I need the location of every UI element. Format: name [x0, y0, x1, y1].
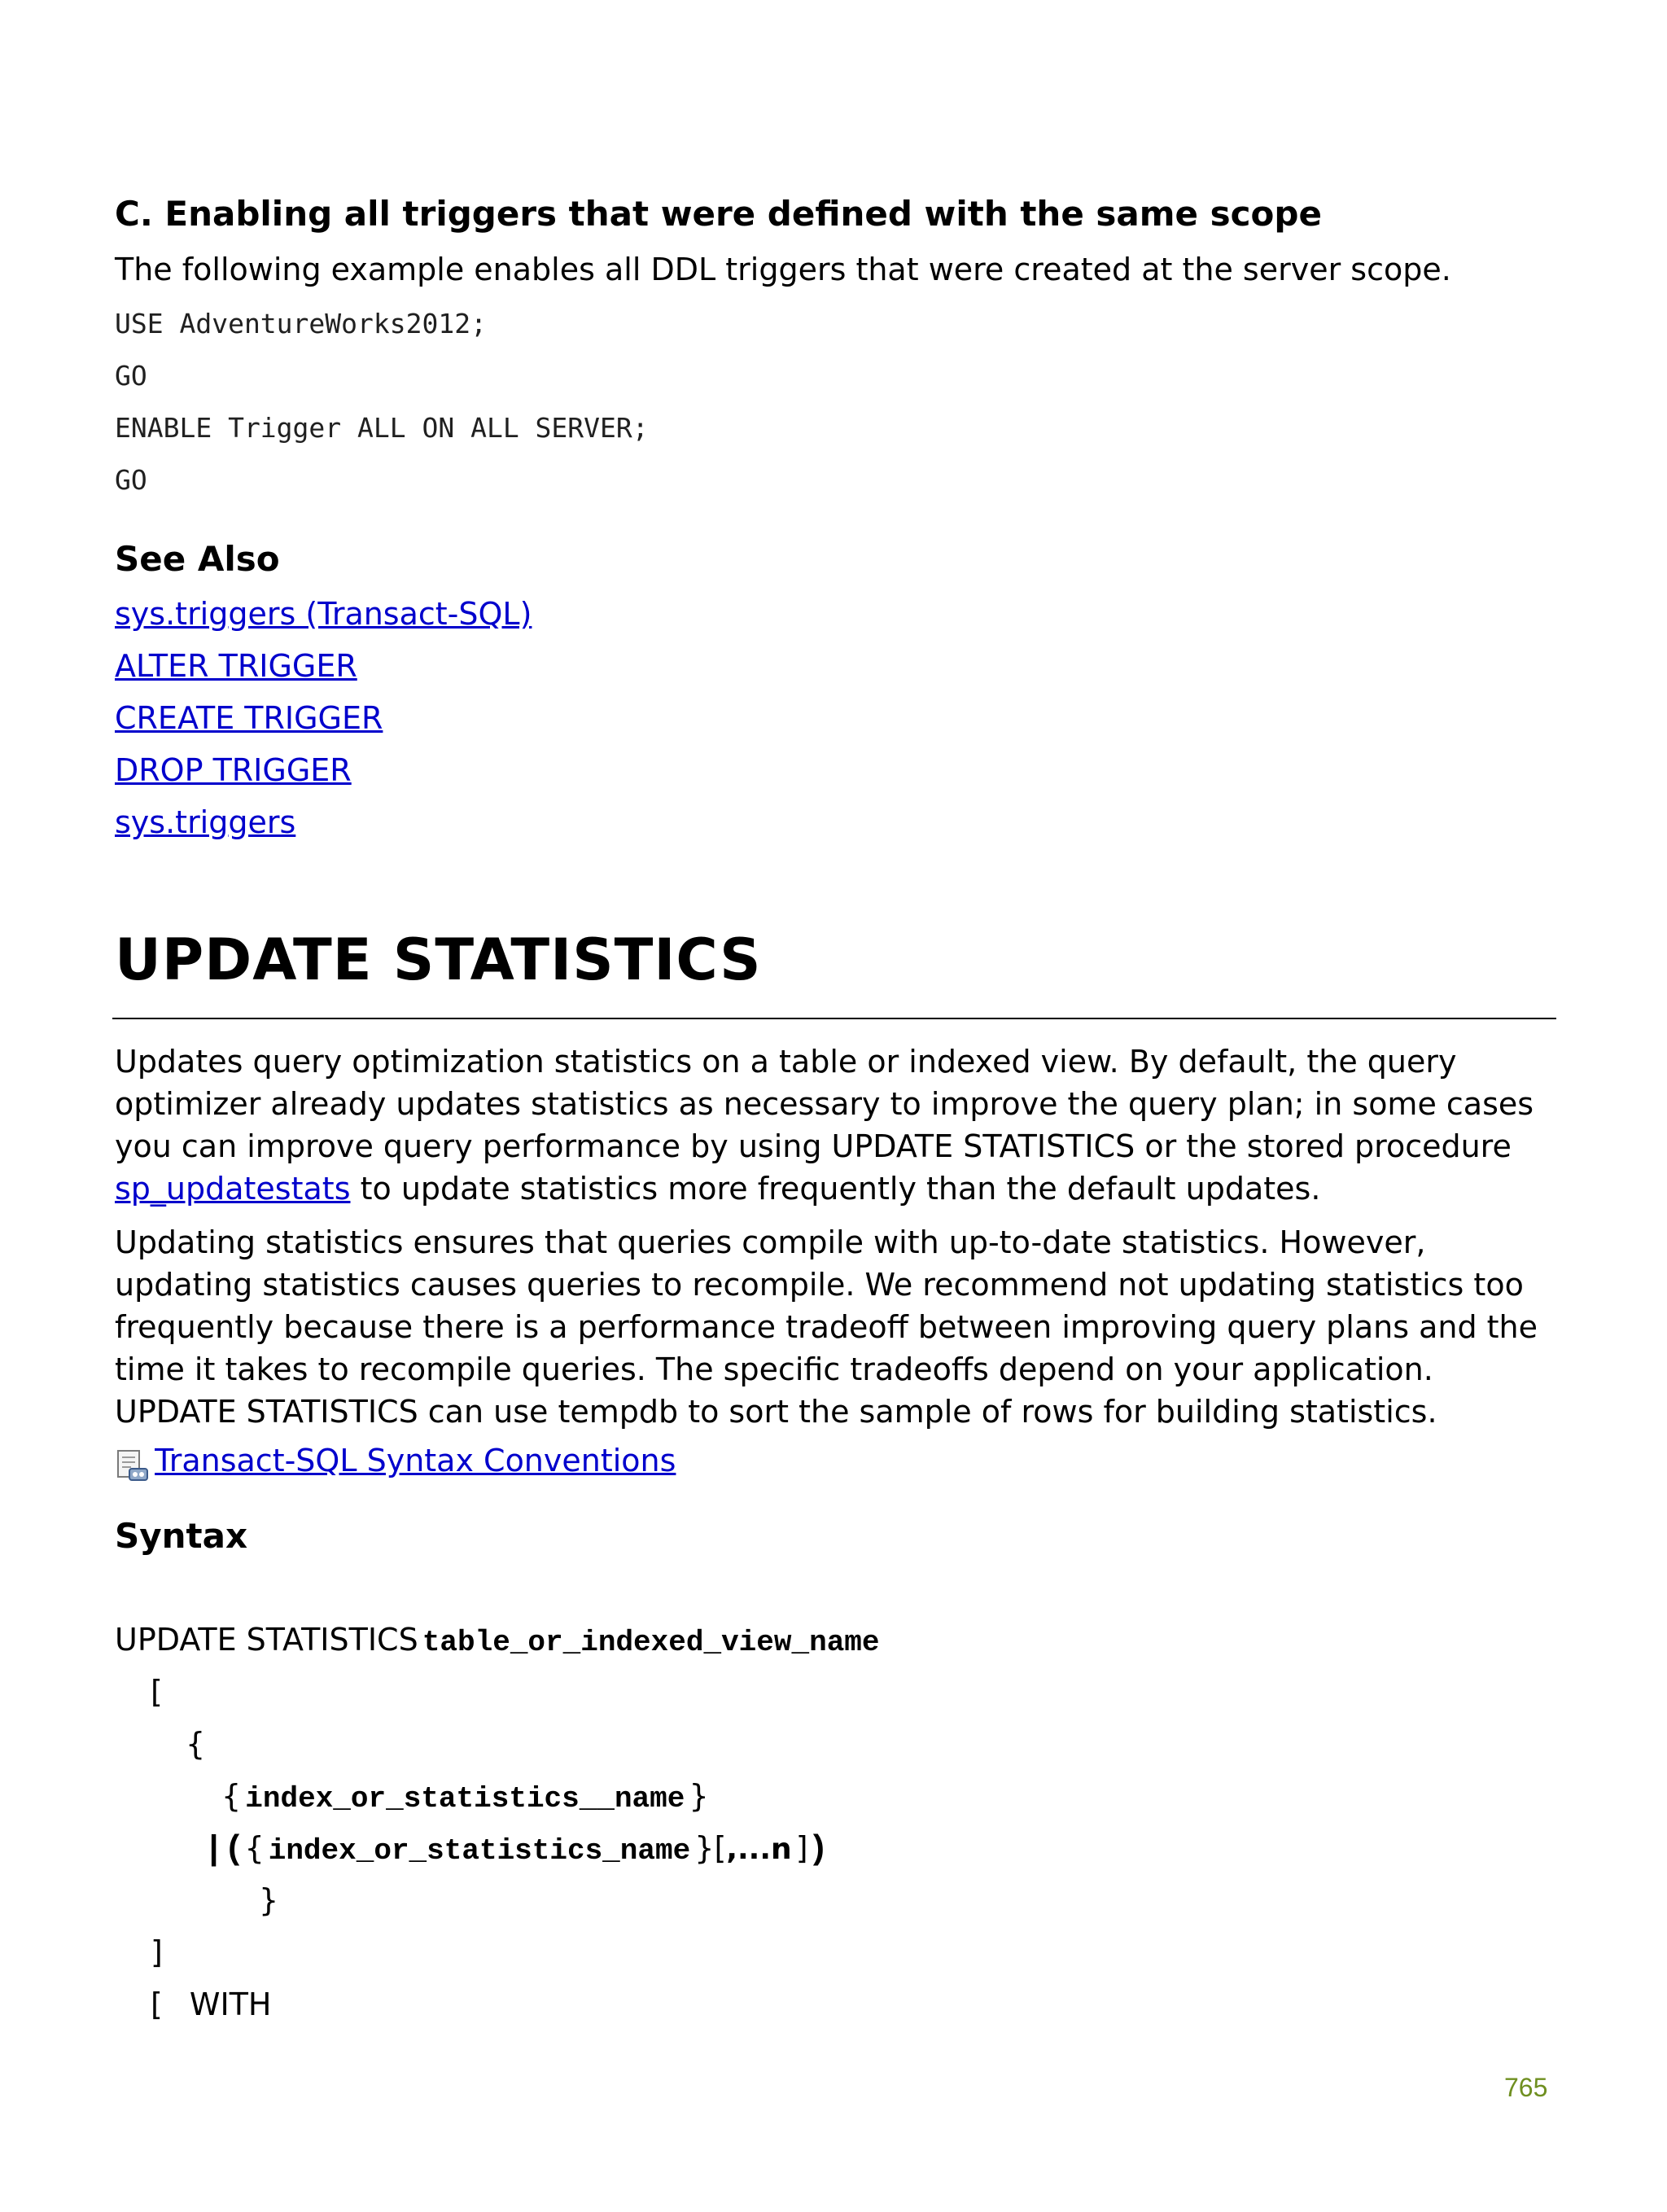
syntax-repeat: ,...n [726, 1833, 792, 1866]
syntax-line-1 [115, 1622, 880, 1659]
syntax-paren: ) [807, 1830, 829, 1869]
link-sp-updatestats[interactable]: sp_updatestats [115, 1171, 351, 1207]
link-sys-triggers[interactable]: sys.triggers [115, 804, 296, 840]
link-alter-trigger[interactable]: ALTER TRIGGER [115, 648, 357, 684]
syntax-keyword: UPDATE STATISTICS [115, 1622, 418, 1658]
code-line: GO [115, 464, 147, 496]
syntax-heading: Syntax [115, 1516, 248, 1556]
syntax-open-bracket: [ [151, 1674, 163, 1710]
syntax-brace: { [221, 1778, 242, 1814]
syntax-open-brace: { [186, 1726, 206, 1762]
syntax-line-4 [221, 1778, 709, 1816]
syntax-argument: index_or_statistics__name [245, 1782, 685, 1816]
example-description: The following example enables all DDL triggers that were created at the server scope. [115, 252, 1451, 287]
syntax-pipe: | [203, 1830, 225, 1869]
see-also-heading: See Also [115, 539, 280, 579]
syntax-close-brace: } [259, 1882, 279, 1918]
code-line: USE AdventureWorks2012; [115, 308, 487, 339]
syntax-argument: index_or_statistics_name [268, 1834, 691, 1868]
syntax-argument: table_or_indexed_view_name [422, 1626, 880, 1659]
intro-text-end: to update statistics more frequently than the default updates. [360, 1171, 1321, 1207]
intro-paragraph [115, 1040, 1564, 1210]
code-line: ENABLE Trigger ALL ON ALL SERVER; [115, 412, 649, 444]
conventions-row [115, 1443, 676, 1487]
page-title: UPDATE STATISTICS [115, 926, 762, 993]
example-heading: C. Enabling all triggers that were defined with the same scope [115, 194, 1322, 234]
syntax-keyword: WITH [189, 1986, 272, 2022]
document-link-icon [115, 1449, 151, 1487]
syntax-brace: } [689, 1778, 709, 1814]
link-create-trigger[interactable]: CREATE TRIGGER [115, 700, 383, 736]
syntax-brace: } [694, 1830, 715, 1866]
link-sys-triggers-transact-sql[interactable]: sys.triggers (Transact-SQL) [115, 596, 532, 632]
syntax-with-line [151, 1986, 272, 2022]
page-number: 765 [1504, 2073, 1548, 2102]
syntax-bracket: ] [795, 1830, 808, 1866]
syntax-bracket: [ [151, 1986, 163, 2022]
syntax-brace: { [244, 1830, 265, 1866]
title-divider [112, 1018, 1556, 1019]
syntax-close-bracket: ] [151, 1934, 163, 1970]
syntax-line-5 [203, 1830, 829, 1869]
syntax-bracket: [ [714, 1830, 727, 1866]
intro-text: Updates query optimization statistics on a table or indexed view. By default, the query optimizer already updates statistics as necessary to improve the query plan; in some cases you can improve query performance by using UPDATE STATISTICS or the stored procedure [115, 1044, 1534, 1164]
link-drop-trigger[interactable]: DROP TRIGGER [115, 752, 352, 788]
syntax-paren: ( [224, 1830, 245, 1869]
code-line: GO [115, 360, 147, 392]
details-paragraph: Updating statistics ensures that queries compile with up-to-date statistics. However, updating statistics causes queries to recompile. We recommend not updating statistics too frequently because there is a performance tradeoff between improving query plans and the time it takes to recompile queries. The specific tradeoffs depend on your application. UPDATE STATISTICS can use tempdb to sort the sample of rows for building statistics. [115, 1224, 1538, 1430]
link-transact-sql-syntax-conventions[interactable]: Transact-SQL Syntax Conventions [155, 1443, 676, 1478]
